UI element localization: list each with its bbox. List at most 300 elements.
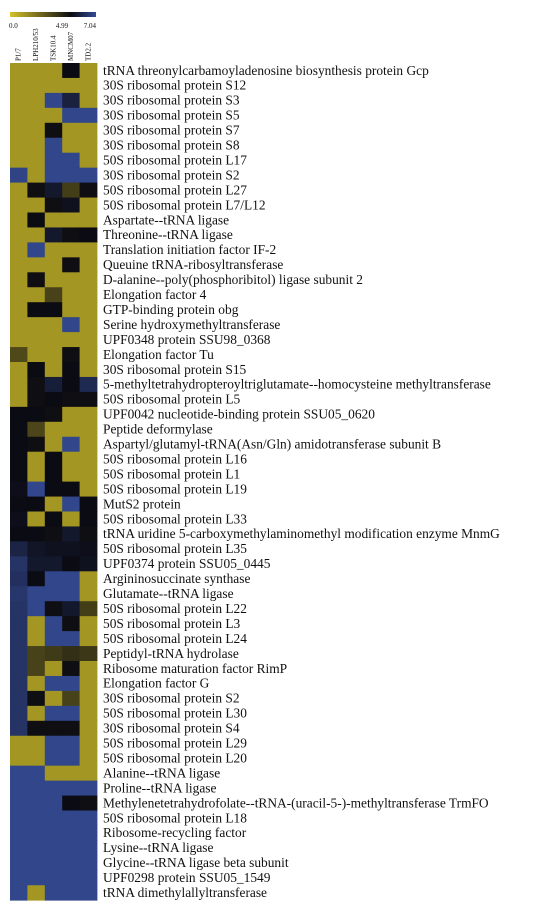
heatmap-cell xyxy=(27,616,45,631)
row-label: 50S ribosomal protein L19 xyxy=(103,481,247,497)
heatmap-cell xyxy=(45,482,63,497)
heatmap-cell xyxy=(62,272,80,287)
heatmap-cell xyxy=(80,287,98,302)
row-label: Peptide deformylase xyxy=(103,421,213,437)
heatmap-cell xyxy=(80,870,98,885)
row-label: Threonine--tRNA ligase xyxy=(103,227,233,243)
heatmap-cell xyxy=(80,213,98,228)
heatmap-cell xyxy=(10,123,28,138)
heatmap-cell xyxy=(80,781,98,796)
row-label: 30S ribosomal protein S4 xyxy=(103,720,240,736)
heatmap-cell xyxy=(45,601,63,616)
heatmap-cell xyxy=(62,706,80,721)
heatmap-cell xyxy=(45,287,63,302)
heatmap-cell xyxy=(62,661,80,676)
heatmap-cell xyxy=(80,825,98,840)
heatmap-cell xyxy=(45,721,63,736)
row-label: Argininosuccinate synthase xyxy=(103,571,251,587)
heatmap-cell xyxy=(80,362,98,377)
row-label: 50S ribosomal protein L30 xyxy=(103,705,247,721)
heatmap-cell xyxy=(27,586,45,601)
heatmap-cell xyxy=(27,870,45,885)
heatmap-cell xyxy=(62,691,80,706)
heatmap-cell xyxy=(27,736,45,751)
heatmap-cell xyxy=(45,766,63,781)
heatmap-cell xyxy=(62,512,80,527)
row-label: Aspartate--tRNA ligase xyxy=(103,212,230,228)
heatmap-cell xyxy=(62,467,80,482)
heatmap-cell xyxy=(45,781,63,796)
heatmap-cell xyxy=(10,153,28,168)
heatmap-cell xyxy=(27,840,45,855)
heatmap-cell xyxy=(10,437,28,452)
heatmap-cell xyxy=(10,93,28,108)
row-label: 50S ribosomal protein L29 xyxy=(103,735,247,751)
heatmap-cell xyxy=(27,242,45,257)
heatmap-cell xyxy=(80,302,98,317)
heatmap-cell xyxy=(45,347,63,362)
heatmap-cell xyxy=(80,676,98,691)
heatmap-cell xyxy=(80,168,98,183)
heatmap-cell xyxy=(45,497,63,512)
heatmap-cell xyxy=(80,885,98,900)
heatmap-cell xyxy=(80,422,98,437)
heatmap-cell xyxy=(10,108,28,123)
heatmap-cell xyxy=(62,601,80,616)
row-label: 30S ribosomal protein S15 xyxy=(103,361,247,377)
heatmap-cell xyxy=(10,840,28,855)
heatmap-cell xyxy=(80,392,98,407)
heatmap-cell xyxy=(10,691,28,706)
row-label: 30S ribosomal protein S7 xyxy=(103,122,240,138)
row-label: 30S ribosomal protein S3 xyxy=(103,92,240,108)
heatmap-cell xyxy=(45,362,63,377)
heatmap-cell xyxy=(27,138,45,153)
heatmap-cell xyxy=(62,123,80,138)
heatmap-cell xyxy=(10,512,28,527)
heatmap-cell xyxy=(27,227,45,242)
heatmap-cell xyxy=(62,153,80,168)
heatmap-cell xyxy=(80,631,98,646)
heatmap-cell xyxy=(45,392,63,407)
heatmap-cell xyxy=(45,825,63,840)
row-label: 50S ribosomal protein L33 xyxy=(103,511,247,527)
heatmap-cell xyxy=(10,586,28,601)
heatmap-cell xyxy=(27,123,45,138)
row-label: Translation initiation factor IF-2 xyxy=(103,242,277,258)
row-label: UPF0042 nucleotide-binding protein SSU05_0620 xyxy=(103,406,375,422)
heatmap-cell xyxy=(62,885,80,900)
heatmap-cell xyxy=(10,766,28,781)
heatmap-cell xyxy=(62,377,80,392)
heatmap-cell xyxy=(27,437,45,452)
row-label: Alanine--tRNA ligase xyxy=(103,765,221,781)
heatmap-cell xyxy=(80,452,98,467)
heatmap-cell xyxy=(45,272,63,287)
row-label: 30S ribosomal protein S5 xyxy=(103,107,240,123)
heatmap-cell xyxy=(10,706,28,721)
heatmap-cell xyxy=(10,452,28,467)
heatmap-cell xyxy=(45,512,63,527)
row-label: 50S ribosomal protein L16 xyxy=(103,451,247,467)
heatmap-cell xyxy=(27,855,45,870)
heatmap-cell xyxy=(45,437,63,452)
heatmap-cell xyxy=(62,766,80,781)
heatmap-cell xyxy=(10,870,28,885)
heatmap-cell xyxy=(45,422,63,437)
heatmap-cell xyxy=(45,811,63,826)
heatmap-cell xyxy=(10,721,28,736)
heatmap-cell xyxy=(45,198,63,213)
column-label: TSK10.4 xyxy=(49,35,58,61)
heatmap-cell xyxy=(45,751,63,766)
heatmap-cell xyxy=(45,123,63,138)
heatmap-cell xyxy=(45,796,63,811)
heatmap-cell xyxy=(80,407,98,422)
color-scale-mid-label: 4.99 xyxy=(55,22,69,30)
heatmap-cell xyxy=(27,63,45,78)
heatmap-cell xyxy=(10,676,28,691)
heatmap-cell xyxy=(45,302,63,317)
heatmap-cell xyxy=(10,257,28,272)
heatmap-cell xyxy=(10,556,28,571)
heatmap-cell xyxy=(10,362,28,377)
heatmap-cell xyxy=(80,616,98,631)
heatmap-cell xyxy=(45,332,63,347)
heatmap-cell xyxy=(80,601,98,616)
heatmap-cell xyxy=(45,541,63,556)
heatmap-cell xyxy=(27,541,45,556)
heatmap-cell xyxy=(10,781,28,796)
heatmap-cell xyxy=(27,631,45,646)
heatmap-cell xyxy=(45,571,63,586)
heatmap-cell xyxy=(10,497,28,512)
heatmap-cell xyxy=(62,78,80,93)
heatmap-cell xyxy=(45,556,63,571)
heatmap-cell xyxy=(80,691,98,706)
heatmap-cell xyxy=(62,213,80,228)
row-label: Peptidyl-tRNA hydrolase xyxy=(103,645,239,661)
heatmap-cell xyxy=(10,811,28,826)
heatmap-cell xyxy=(45,646,63,661)
heatmap-cell xyxy=(45,691,63,706)
heatmap-cell xyxy=(80,227,98,242)
heatmap-cell xyxy=(80,183,98,198)
heatmap-cell xyxy=(10,526,28,541)
heatmap-cell xyxy=(27,422,45,437)
heatmap-cell xyxy=(62,108,80,123)
heatmap-cell xyxy=(10,198,28,213)
heatmap-cell xyxy=(62,407,80,422)
heatmap-cell xyxy=(62,347,80,362)
heatmap-cell xyxy=(62,781,80,796)
heatmap-cell xyxy=(45,661,63,676)
heatmap-cell xyxy=(45,616,63,631)
heatmap-cell xyxy=(62,422,80,437)
row-label: Glycine--tRNA ligase beta subunit xyxy=(103,855,289,871)
heatmap-cell xyxy=(80,78,98,93)
heatmap-cell xyxy=(10,377,28,392)
row-label: D-alanine--poly(phosphoribitol) ligase subunit 2 xyxy=(103,272,363,288)
heatmap-cell xyxy=(45,526,63,541)
heatmap-cell xyxy=(80,512,98,527)
heatmap-cell xyxy=(62,93,80,108)
heatmap-cell xyxy=(62,796,80,811)
row-label: MutS2 protein xyxy=(103,496,181,512)
row-label: Proline--tRNA ligase xyxy=(103,780,217,796)
heatmap-cell xyxy=(80,736,98,751)
heatmap-cell xyxy=(27,392,45,407)
row-label: Glutamate--tRNA ligase xyxy=(103,586,234,601)
heatmap-cell xyxy=(10,302,28,317)
heatmap-cell xyxy=(27,213,45,228)
row-label: Lysine--tRNA ligase xyxy=(103,840,214,856)
heatmap-cell xyxy=(45,93,63,108)
heatmap-cell xyxy=(27,78,45,93)
heatmap-cell xyxy=(62,811,80,826)
row-label: 50S ribosomal protein L35 xyxy=(103,541,247,557)
row-label: UPF0298 protein SSU05_1549 xyxy=(103,870,271,886)
heatmap-cell xyxy=(27,497,45,512)
heatmap-cell xyxy=(27,257,45,272)
heatmap-cell xyxy=(10,855,28,870)
row-label: Ribosome maturation factor RimP xyxy=(103,660,288,676)
heatmap-cell xyxy=(80,541,98,556)
heatmap-cell xyxy=(62,183,80,198)
heatmap-cell xyxy=(80,796,98,811)
heatmap-cell xyxy=(10,885,28,900)
heatmap-cell xyxy=(27,706,45,721)
heatmap-cell xyxy=(45,63,63,78)
heatmap-cell xyxy=(27,571,45,586)
heatmap-cell xyxy=(80,123,98,138)
heatmap-cell xyxy=(62,317,80,332)
row-label: tRNA threonylcarbamoyladenosine biosynthesis protein Gcp xyxy=(103,62,429,78)
row-label: 50S ribosomal protein L27 xyxy=(103,182,247,198)
heatmap-cell xyxy=(62,497,80,512)
column-label: LPH210/53 xyxy=(32,28,41,61)
heatmap-cell xyxy=(62,452,80,467)
heatmap-cell xyxy=(10,317,28,332)
heatmap-cell xyxy=(80,257,98,272)
heatmap-cell xyxy=(27,556,45,571)
color-scale-min-label: 0.0 xyxy=(9,22,18,30)
heatmap-cell xyxy=(80,272,98,287)
row-label: 30S ribosomal protein S12 xyxy=(103,77,247,93)
heatmap-cell xyxy=(80,556,98,571)
heatmap-cell xyxy=(27,811,45,826)
heatmap-cell xyxy=(80,93,98,108)
heatmap-cell xyxy=(80,108,98,123)
row-label: tRNA dimethylallyltransferase xyxy=(103,885,267,900)
heatmap-cell xyxy=(10,616,28,631)
heatmap-cell xyxy=(45,138,63,153)
heatmap-cell xyxy=(10,422,28,437)
heatmap-cell xyxy=(62,437,80,452)
row-label: 50S ribosomal protein L17 xyxy=(103,152,247,168)
heatmap-cell xyxy=(62,138,80,153)
heatmap-cell xyxy=(45,706,63,721)
row-label: 30S ribosomal protein S2 xyxy=(103,690,240,706)
row-label: Aspartyl/glutamyl-tRNA(Asn/Gln) amidotransferase subunit B xyxy=(103,436,442,452)
heatmap-cell xyxy=(80,721,98,736)
row-label: Methylenetetrahydrofolate--tRNA-(uracil-5-)-methyltransferase TrmFO xyxy=(103,795,489,811)
row-label: UPF0348 protein SSU98_0368 xyxy=(103,331,271,347)
heatmap-cell xyxy=(80,751,98,766)
color-scale-max-label: 7.04 xyxy=(83,22,96,30)
heatmap-cell xyxy=(80,661,98,676)
heatmap-cell xyxy=(62,736,80,751)
heatmap-cell xyxy=(27,377,45,392)
heatmap-cell xyxy=(80,526,98,541)
heatmap-cell xyxy=(45,631,63,646)
heatmap-cell xyxy=(27,796,45,811)
heatmap-cell xyxy=(80,646,98,661)
heatmap-cell xyxy=(45,168,63,183)
column-label: TD2.2 xyxy=(84,42,93,61)
heatmap-cell xyxy=(62,168,80,183)
heatmap-cell xyxy=(27,601,45,616)
heatmap-cell xyxy=(45,108,63,123)
heatmap-cell xyxy=(80,347,98,362)
heatmap-cell xyxy=(62,541,80,556)
row-label: 50S ribosomal protein L1 xyxy=(103,466,241,482)
heatmap-cell xyxy=(62,586,80,601)
heatmap-cell xyxy=(80,317,98,332)
heatmap-cell xyxy=(80,138,98,153)
heatmap-cell xyxy=(10,183,28,198)
heatmap-cell xyxy=(27,885,45,900)
heatmap-cell xyxy=(10,407,28,422)
heatmap-cell xyxy=(10,601,28,616)
heatmap-cell xyxy=(27,407,45,422)
heatmap-cell xyxy=(10,467,28,482)
heatmap-cell xyxy=(27,781,45,796)
row-label: 50S ribosomal protein L24 xyxy=(103,630,247,646)
row-label: Elongation factor Tu xyxy=(103,346,214,362)
heatmap-cell xyxy=(10,661,28,676)
heatmap-cells xyxy=(10,63,97,901)
heatmap-cell xyxy=(62,287,80,302)
heatmap-cell xyxy=(10,213,28,228)
heatmap-cell xyxy=(62,242,80,257)
heatmap-cell xyxy=(27,317,45,332)
heatmap-cell xyxy=(45,467,63,482)
row-label: Queuine tRNA-ribosyltransferase xyxy=(103,257,284,273)
heatmap-cell xyxy=(27,751,45,766)
heatmap-cell xyxy=(27,766,45,781)
heatmap-cell xyxy=(62,302,80,317)
row-labels xyxy=(103,63,500,900)
heatmap-cell xyxy=(62,482,80,497)
heatmap-cell xyxy=(80,840,98,855)
row-label: GTP-binding protein obg xyxy=(103,301,239,317)
heatmap-cell xyxy=(45,153,63,168)
heatmap-cell xyxy=(10,825,28,840)
heatmap-cell xyxy=(27,482,45,497)
heatmap-cell xyxy=(10,287,28,302)
heatmap-cell xyxy=(45,407,63,422)
heatmap-cell xyxy=(80,571,98,586)
heatmap-cell xyxy=(27,198,45,213)
heatmap-cell xyxy=(80,482,98,497)
heatmap-cell xyxy=(27,691,45,706)
heatmap-cell xyxy=(62,721,80,736)
row-label: 5-methyltetrahydropteroyltriglutamate--homocysteine methyltransferase xyxy=(103,376,491,392)
heatmap-cell xyxy=(27,646,45,661)
row-label: 30S ribosomal protein S2 xyxy=(103,167,240,183)
heatmap-cell xyxy=(45,855,63,870)
heatmap-cell xyxy=(27,452,45,467)
heatmap-cell xyxy=(62,855,80,870)
row-label: 50S ribosomal protein L3 xyxy=(103,615,241,631)
heatmap-cell xyxy=(80,467,98,482)
heatmap-cell xyxy=(45,183,63,198)
heatmap-cell xyxy=(45,242,63,257)
heatmap-cell xyxy=(62,526,80,541)
heatmap-cell xyxy=(45,227,63,242)
heatmap-cell xyxy=(80,377,98,392)
heatmap-cell xyxy=(62,840,80,855)
color-scale-bar xyxy=(10,12,96,17)
heatmap-cell xyxy=(80,332,98,347)
heatmap-cell xyxy=(62,63,80,78)
heatmap-cell xyxy=(62,362,80,377)
heatmap-cell xyxy=(62,646,80,661)
heatmap-cell xyxy=(45,840,63,855)
heatmap-cell xyxy=(62,198,80,213)
heatmap-cell xyxy=(10,272,28,287)
heatmap-cell xyxy=(80,497,98,512)
heatmap-cell xyxy=(10,482,28,497)
row-label: 50S ribosomal protein L20 xyxy=(103,750,247,766)
heatmap-cell xyxy=(80,811,98,826)
row-label: 50S ribosomal protein L7/L12 xyxy=(103,197,266,213)
heatmap-cell xyxy=(10,646,28,661)
row-label: 50S ribosomal protein L5 xyxy=(103,391,241,407)
heatmap-cell xyxy=(45,452,63,467)
heatmap-cell xyxy=(62,227,80,242)
heatmap-cell xyxy=(10,751,28,766)
heatmap-cell xyxy=(27,526,45,541)
heatmap-cell xyxy=(80,766,98,781)
heatmap-cell xyxy=(27,332,45,347)
heatmap-cell xyxy=(45,213,63,228)
row-label: Elongation factor G xyxy=(103,675,210,691)
heatmap-cell xyxy=(80,586,98,601)
heatmap-cell xyxy=(27,168,45,183)
column-label: P1/7 xyxy=(14,48,23,61)
heatmap-cell xyxy=(10,631,28,646)
heatmap-cell xyxy=(62,556,80,571)
heatmap-cell xyxy=(10,168,28,183)
heatmap-cell xyxy=(62,571,80,586)
row-label: Ribosome-recycling factor xyxy=(103,825,247,841)
heatmap-cell xyxy=(80,437,98,452)
heatmap-cell xyxy=(27,108,45,123)
heatmap-cell xyxy=(45,78,63,93)
heatmap-cell xyxy=(45,257,63,272)
heatmap-cell xyxy=(45,377,63,392)
heatmap-cell xyxy=(62,751,80,766)
heatmap-cell xyxy=(27,302,45,317)
heatmap-cell xyxy=(45,676,63,691)
heatmap-cell xyxy=(45,317,63,332)
heatmap-cell xyxy=(27,825,45,840)
heatmap-cell xyxy=(27,287,45,302)
heatmap-cell xyxy=(27,661,45,676)
heatmap-cell xyxy=(27,153,45,168)
